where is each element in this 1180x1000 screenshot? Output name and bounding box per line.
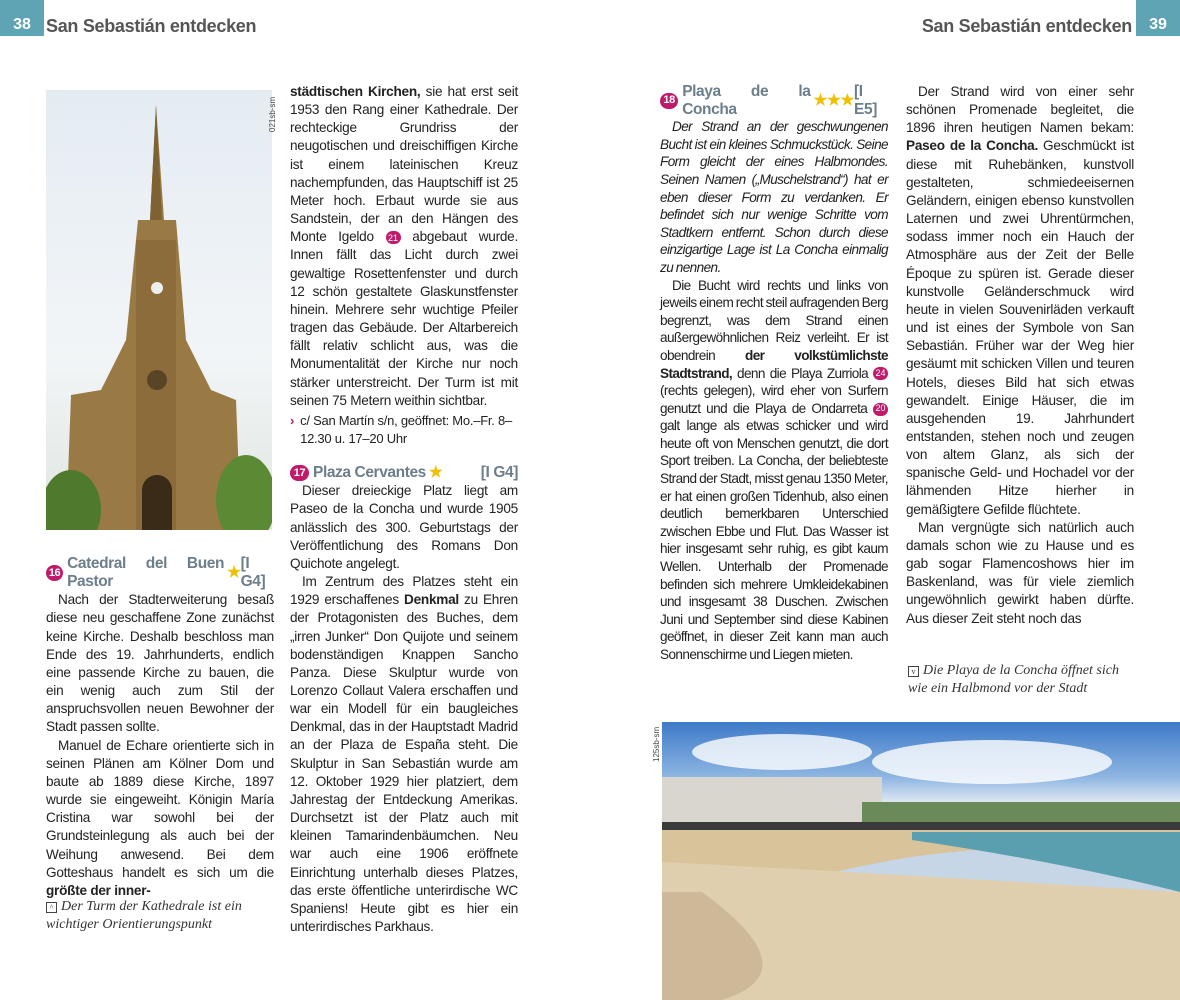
column-3 bbox=[660, 81, 888, 664]
text-run: Geschmückt ist diese mit Ruhebänken, kunstvoll gestalteten, schmiedeeisernen Geländern, einigen ebenso kunstvollen Laternen und zwei Uhrentürmchen, sodass immer noch ein Hauch der Atmosphäre aus der Zeit der Belle Époque zu spüren ist. Gerade dieser kunstvolle Geländerschmuck wird heute in vielen Souvenirläden verkauft und ist eines der Symbole von San Sebastián. Früher war der Weg hier gesäumt mit schicken Villen und teuren Hotels, dieses Bild hat sich etwas gewandelt. Einige Häuser, die im ausgehenden 19. Jahrhundert entstanden, stehen noch und zeugen von altem Glanz, als sich der spanische Geld- und Hochadel vor der lähmenden Hitze hierher in gemäßigtere Gefilde flüchtete. bbox=[906, 138, 1134, 517]
bold-text: der volkstümlichste Stadtstrand, bbox=[660, 347, 888, 381]
paragraph bbox=[46, 737, 274, 900]
column-2 bbox=[290, 83, 518, 936]
chevron-right-icon: › bbox=[290, 412, 295, 428]
page-number-left: 38 bbox=[0, 0, 44, 36]
poi-number-badge: 16 bbox=[46, 565, 63, 581]
photo-credit: 125sb-sm bbox=[652, 726, 661, 762]
text-run: Dieser dreieckige Platz liegt am Paseo de la Concha und wurde 1905 anlässlich des 300. Geburtstags der Veröffentlichung des Romans Don Quichote angelegt. bbox=[290, 483, 518, 571]
text-run: Der Strand wird von einer sehr schönen Promenade begleitet, die 1896 ihren heutigen Namen bekam: bbox=[906, 84, 1134, 136]
poi-number-badge: 17 bbox=[290, 465, 309, 481]
photo-pointer-icon: v bbox=[908, 666, 919, 677]
text-run: Die Bucht wird rechts und links von jeweils einem recht steil aufragenden Berg begrenzt, was dem Strand einen außergewöhnlichen Reiz verleiht. Er ist obendrein bbox=[660, 277, 888, 363]
text-run: galt lange als etwas schicker und wird heute oft von Menschen genutzt, die dort Sport treiben. La Concha, der beliebteste Strand der Stadt, misst genau 1350 Meter, er hat einen großen Tidenhub, also einen deutlich bemerkbaren Unterschied zwischen Ebbe und Flut. Das Wasser ist hier insgesamt sehr ruhig, es gibt kaum Wellen. Unterhalb der Promenade befinden sich mehrere Umkleidekabinen und insgesamt 38 Duschen. Zwischen Juni und September sind diese Kabinen geöffnet, in dieser Zeit kann man auch Sonnenschirme und Liegen mieten. bbox=[660, 418, 888, 662]
paragraph bbox=[906, 519, 1134, 628]
map-grid-ref: [I G4] bbox=[240, 555, 266, 591]
running-header-left: San Sebastián entdecken bbox=[46, 16, 257, 36]
bold-text: Paseo de la Concha. bbox=[906, 138, 1039, 154]
photo-credit: 021sb-sm bbox=[268, 96, 277, 132]
section-heading-17 bbox=[290, 464, 518, 482]
text-run: Man vergnügte sich natürlich auch damals schon wie zu Hause und es gab sogar Flamencoshows hier im Baskenland, was für viele ziemlich ungewöhnlich gewirkt haben dürfte. Aus dieser Zeit steht noch das bbox=[906, 519, 1134, 626]
text-run: (rechts gelegen), wird eher von Surfern genutzt und die Playa de Ondarreta bbox=[660, 383, 888, 416]
address-info bbox=[290, 412, 518, 448]
star-rating-icon: ★ bbox=[227, 564, 241, 582]
star-rating-icon: ★ bbox=[428, 464, 443, 482]
paragraph bbox=[290, 83, 518, 410]
caption-text: Der Turm der Kathedrale ist ein wichtiger Orientierungspunkt bbox=[46, 899, 242, 932]
paragraph bbox=[906, 83, 1134, 519]
bold-text: Denkmal bbox=[404, 592, 459, 608]
poi-number-badge: 24 bbox=[873, 367, 888, 380]
text-run: denn die Playa Zurriola bbox=[732, 365, 873, 381]
paragraph bbox=[46, 591, 274, 736]
photo-pointer-icon: ^ bbox=[46, 902, 57, 913]
running-header-right: San Sebastián entdecken bbox=[921, 16, 1132, 36]
photo-caption bbox=[46, 898, 276, 934]
text-run: Manuel de Echare orientierte sich in seinen Plänen am Kölner Dom und baute ab 1889 diese Kirche, 1897 wurde sie eingeweiht. Königin María Cristina war sowohl bei der Grundsteinlegung als auch bei der Weihung anwesend. Bei dem Gotteshaus handelt es sich um die bbox=[46, 737, 274, 880]
paragraph bbox=[290, 573, 518, 936]
body-text bbox=[660, 118, 888, 663]
map-grid-ref: [I E5] bbox=[854, 83, 877, 118]
beach-photo bbox=[662, 722, 1180, 1000]
caption-text: Die Playa de la Concha öffnet sich wie ein Halbmond vor der Stadt bbox=[908, 663, 1119, 696]
text-run: Im Zentrum des Platzes steht ein 1929 erschaffenes bbox=[290, 574, 518, 608]
bold-text: größte der inner- bbox=[46, 882, 151, 898]
section-title: Playa de la Concha bbox=[682, 83, 811, 118]
section-title: Catedral del Buen Pastor bbox=[67, 555, 225, 591]
address-text: c/ San Martín s/n, geöffnet: Mo.–Fr. 8–12.30 u. 17–20 Uhr bbox=[300, 412, 512, 446]
body-text bbox=[906, 83, 1134, 628]
cathedral-photo bbox=[46, 90, 272, 530]
text-run: sie hat erst seit 1953 den Rang einer Kathedrale. Der rechteckige Grundriss der neugotischen und dreischiffigen Kirche ist einem lateinischen Kreuz nachempfunden, das Hauptschiff ist 25 Meter hoch. Erbaut wurde sie aus Sandstein, der an den Hängen des Monte Igeldo bbox=[290, 84, 518, 245]
photo-caption bbox=[908, 662, 1138, 698]
text-run: zu Ehren der Protagonisten des Buches, dem „irren Junker“ Don Quijote und seinem bodenständigen Knappen Sancho Panza. Diese Skulptur wurde von Lorenzo Collaut Valera erschaffen und war ein Modell für ein baugleiches Denkmal, das in der Hauptstadt Madrid an der Plaza de España steht. Die Skulptur in San Sebastián wurde am 12. Oktober 1929 hier platziert, dem Jahrestag der Entdeckung Amerikas. Durchsetzt ist der Platz auch mit kleinen Tamarindenbäumchen. Neu war auch eine 1906 eröffnete Einrichtung unterhalb dieses Platzes, das erste öffentliche unterirdische WC Spaniens! Heute gibt es hier ein unterirdisches Parkhaus. bbox=[290, 592, 518, 935]
text-run: abgebaut wurde. Innen fällt das Licht durch zwei gewaltige Rosettenfenster und durch 12 schön gestaltete Glaskunstfenster hinein. Mehrere sehr wuchtige Pfeiler tragen das Gebäude. Der Altarbereich fällt relativ schlicht aus, was die Monumentalität der Kirche nur noch stärker unterstreicht. Der Turm ist mit seinen 75 Metern weithin sichtbar. bbox=[290, 229, 518, 408]
map-grid-ref: [I G4] bbox=[480, 464, 518, 482]
poi-number-badge: 18 bbox=[660, 93, 678, 109]
poi-number-badge: 20 bbox=[873, 403, 888, 416]
paragraph bbox=[660, 118, 888, 276]
paragraph bbox=[290, 482, 518, 573]
section-heading-18 bbox=[660, 83, 888, 118]
page-number-right: 39 bbox=[1136, 0, 1180, 36]
section-heading-16 bbox=[46, 555, 274, 591]
section-title: Plaza Cervantes bbox=[313, 464, 426, 482]
body-text bbox=[290, 482, 518, 936]
paragraph bbox=[660, 277, 888, 664]
column-1 bbox=[46, 553, 274, 900]
column-4 bbox=[906, 83, 1134, 628]
star-rating-icon: ★★★ bbox=[813, 91, 855, 109]
body-text bbox=[46, 591, 274, 900]
body-text bbox=[290, 83, 518, 410]
text-run: Nach der Stadterweiterung besaß diese neu geschaffene Zone zunächst keine Kirche. Deshalb beschloss man Ende des 19. Jahrhunderts, endlich eine passende Kirche zu bauen, die ein wenig auch zum Stil der anspruchsvollen neuen Bewohner der Stadt passen sollte. bbox=[46, 592, 274, 735]
text-run: Der Strand an der geschwungenen Bucht ist ein kleines Schmuckstück. Seine Form gleicht der eines Halbmondes. Seinen Namen („Muschelstrand“) hat er eben dieser Form zu verdanken. Er befindet sich nur wenige Schritte vom Stadtkern entfernt. Schon durch diese einzigartige Lage ist La Concha einmalig zu nennen. bbox=[660, 119, 888, 275]
bold-text: städtischen Kirchen, bbox=[290, 84, 421, 99]
poi-number-badge: 21 bbox=[386, 231, 401, 244]
